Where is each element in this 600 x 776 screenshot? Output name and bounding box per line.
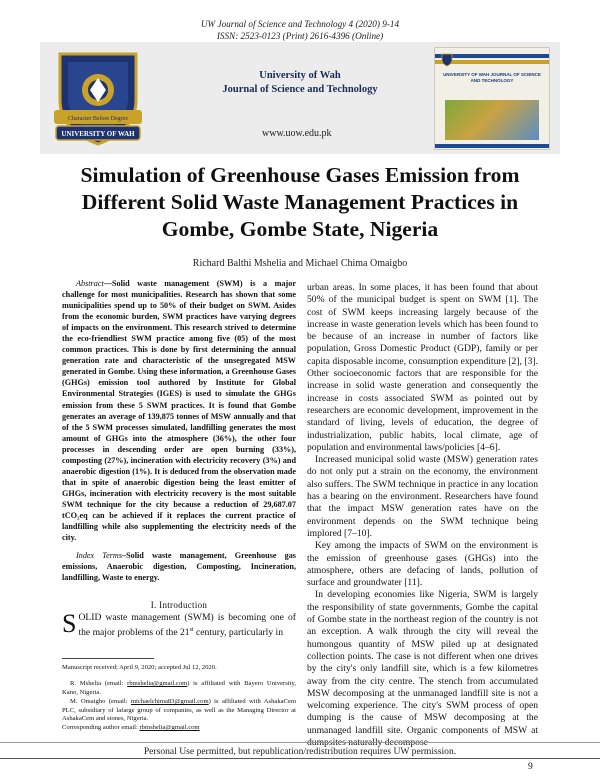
paragraph: urban areas. In some places, it has been found that about 50% of the municipal budget is spent on SWM [1]. The cost of SWM keeps increasing largely because of the increase in waste generation levels which has been found to be because of an increase in number of factors like population, Gross Domestic Product (GDP), family or per capita disposable income, consumption expenditure [2], [3]. Other socioeconomic factors that are responsible for the increase in solid waste generation and consequently the increase in costs associated SWM as pointed out by researchers are economic development, improvement in the standard of living, levels of education, the degree of industrialization, public habits, local climate, age of population and environmental laws/policies [4–6]. bbox=[307, 282, 538, 453]
section-heading-introduction: I. Introduction bbox=[150, 600, 208, 610]
journal-citation: UW Journal of Science and Technology 4 (2020) 9-14 bbox=[200, 19, 400, 29]
banner-journal-name: Journal of Science and Technology bbox=[222, 84, 378, 95]
fn1-before: R. Mshelia (email: bbox=[70, 680, 128, 687]
index-terms-lead: Index Terms bbox=[76, 551, 123, 560]
abstract bbox=[62, 278, 296, 543]
cover-title: UNIVERSITY OF WAH JOURNAL OF SCIENCE AND TECHNOLOGY bbox=[443, 72, 541, 83]
footer-rule bbox=[0, 758, 600, 759]
paragraph: Increased municipal solid waste (MSW) generation rates do not only put a strain on the economy, the environment also suffers. The SWM technique in practice in any location has a bearing on the environment. Researchers have found that the impact MSW generation rates have on the environment depends on the SWM technique being implored [7–10]. bbox=[307, 454, 538, 539]
index-terms bbox=[62, 550, 296, 583]
university-logo bbox=[50, 48, 146, 148]
footnote-author-1 bbox=[62, 680, 296, 697]
banner-university-name: University of Wah bbox=[259, 70, 341, 81]
intro-dropcap: S bbox=[62, 609, 77, 638]
fn1-after: ) is affiliated with Bayero University, Kano, Nigeria. bbox=[62, 680, 296, 696]
paper-title: Simulation of Greenhouse Gases Emission from Different Solid Waste Management Practices in Gombe, Gombe State, Nigeria bbox=[80, 163, 520, 241]
abstract-lead: Abstract bbox=[76, 279, 104, 288]
footnote-author-2 bbox=[62, 698, 296, 724]
corr-before: Corresponding author email: bbox=[62, 724, 140, 731]
banner-website: www.uow.edu.pk bbox=[262, 128, 332, 139]
paragraph: In developing economies like Nigeria, SWM is largely the responsibility of state governments, Gombe the capital of Gombe state in the northeast region of the country is not an exception. A walk through the city will reveal the humongous quantity of MSW piled up at designated collection points. The case is not different when one drives by the city's only landfill site, which is a few kilometres away from the city centre. The stench from accumulated MSW decomposing at the unmanaged landfill site is not a welcoming experience. The city's SWM process of open dumping is the cause of MSW decomposing at the unmanaged landfill site. Organic components of MSW at dumpsites naturally decompose bbox=[307, 589, 538, 748]
fn1-email-link[interactable]: rbmshelia@gmail.com bbox=[127, 680, 188, 687]
right-column bbox=[307, 282, 538, 749]
footer-notice: Personal Use permitted, but republication/redistribution requires UW permission. bbox=[143, 746, 457, 757]
introduction-start bbox=[62, 609, 296, 640]
cover-artwork bbox=[445, 100, 539, 140]
intro-text-a: OLID waste management (SWM) is becoming one of the major problems of the 21 bbox=[78, 612, 296, 639]
corr-email-link[interactable]: rbmshelia@gmail.com bbox=[139, 724, 200, 731]
footnote-rule bbox=[62, 658, 154, 659]
logo-motto-text: Character Before Degree bbox=[68, 116, 128, 122]
banner-university bbox=[200, 69, 400, 97]
intro-sup: st bbox=[189, 627, 194, 634]
page-number: 9 bbox=[528, 761, 533, 772]
fn2-email-link[interactable]: michaelchima83@gmail.com bbox=[130, 698, 209, 705]
paper-authors: Richard Balthi Mshelia and Michael Chima Omaigbo bbox=[192, 258, 408, 269]
fn2-before: M. Omaigbo (email: bbox=[70, 698, 131, 705]
paragraph: Key among the impacts of SWM on the environment is the emission of greenhouse gases (GHGs) into the atmosphere, others are defacing of lands, pollution of surface and groundwater [11]. bbox=[307, 540, 538, 589]
index-terms-text: –Solid waste management, Greenhouse gas emissions, Anaerobic digestion, Composting, Incineration, landfilling, Waste to energy. bbox=[62, 551, 296, 583]
cover-shield-icon bbox=[441, 53, 453, 67]
fn2-after: ) is affiliated with AshakaCem PLC, subsidiary of lafarge group of companies, as well as the Managing Director at AshakaCem and stones, Nigeria. bbox=[62, 698, 297, 723]
footer-rule-top bbox=[0, 742, 600, 743]
footnote-corresponding bbox=[62, 724, 296, 733]
logo-name-text: UNIVERSITY OF WAH bbox=[61, 130, 135, 138]
intro-text-b: century, particularly in bbox=[193, 627, 284, 639]
footnote-received: Manuscript received; April 9, 2020; accepted Jul 12, 2020. bbox=[62, 664, 217, 671]
journal-issn: ISSN: 2523-0123 (Print) 2616-4396 (Online) bbox=[216, 31, 384, 41]
journal-cover-image bbox=[434, 47, 550, 150]
abstract-text: —Solid waste management (SWM) is a major challenge for most municipalities. Research has shown that some municipalities spend up to 50% of their budget on SWM. Asides from the economic burden, SWM practices have varying degrees of impacts on the environment. This research strived to determine the eco-friendliest SWM practice among five (05) of the most common practices. This is done by first determining the annual generation rate and characteristic of the unsegregated MSW generated in Gombe. Using these information, a Greenhouse Gases (GHGs) emission tool authored by Institute for Global Environmental Strategies (IGES) is used to simulate the GHGs emission from these 5 SWM practices. It is found that Gombe generates an average of 139,875 tonnes of MSW annually and that of the 5 SWM processes simulated, landfilling generates the most amount of GHGs into the atmosphere (36%), the other four processes in descending order are open burning (33%), composting (27%), incineration with electricity recovery (3%) and anaerobic digestion (1%). It is deduced from the observation made that in spite of anaerobic digestion being the least emitter of GHGs, incineration with electricity recovery is the most suitable SWM technique for the city because a reduction of 29,687.07 tCO₂eq can be achieved if it replaces the current practice of landfilling while also supplementing the electricity needs of the city. bbox=[62, 279, 296, 543]
